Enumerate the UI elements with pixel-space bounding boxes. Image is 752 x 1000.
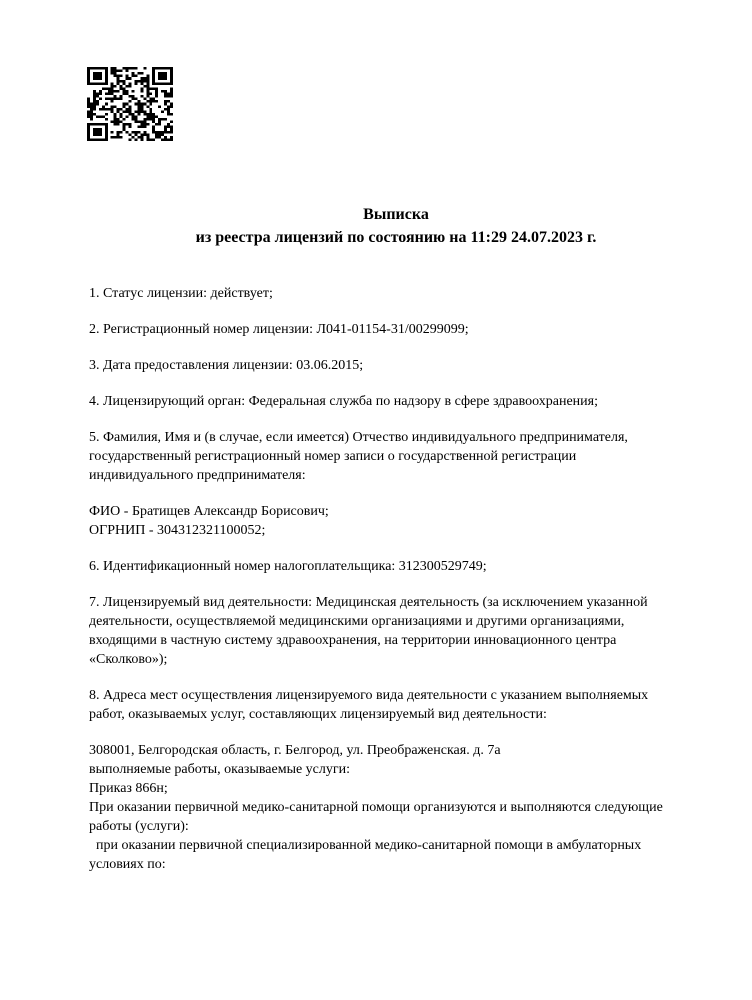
text-line: 6. Идентификационный номер налогоплательщика: 312300529749;	[89, 559, 487, 574]
text-line: условиях по:	[89, 857, 166, 872]
text-line: 2. Регистрационный номер лицензии: Л041-01154-31/00299099;	[89, 322, 469, 337]
qr-code	[87, 67, 173, 141]
text-line: деятельности, осуществляемой медицинскими организациями и другими организациями,	[89, 614, 625, 629]
paragraph	[89, 593, 709, 669]
text-line: работ, оказываемых услуг, составляющих лицензируемый вид деятельности:	[89, 707, 547, 722]
text-line: Приказ 866н;	[89, 781, 168, 796]
paragraph	[89, 320, 709, 339]
text-line: при оказании первичной специализированной медико-санитарной помощи в амбулаторных	[89, 838, 642, 853]
paragraph	[89, 392, 709, 411]
text-line: входящими в частную систему здравоохранения, на территории инновационного центра	[89, 633, 617, 648]
title-line-2: из реестра лицензий по состоянию на 11:29 24.07.2023 г.	[195, 229, 597, 246]
title-line-1: Выписка	[363, 206, 429, 223]
document-body	[89, 284, 709, 874]
document-title	[89, 203, 703, 249]
text-line: выполняемые работы, оказываемые услуги:	[89, 762, 351, 777]
text-line: ОГРНИП - 304312321100052;	[89, 523, 266, 538]
text-line: 7. Лицензируемый вид деятельности: Медицинская деятельность (за исключением указанной	[89, 595, 648, 610]
paragraph	[89, 502, 709, 540]
paragraph	[89, 284, 709, 303]
text-line: ФИО - Братищев Александр Борисович;	[89, 504, 329, 519]
text-line: 1. Статус лицензии: действует;	[89, 286, 273, 301]
text-line: 5. Фамилия, Имя и (в случае, если имеется) Отчество индивидуального предпринимателя,	[89, 430, 628, 445]
paragraph	[89, 686, 709, 724]
text-line: 8. Адреса мест осуществления лицензируемого вида деятельности с указанием выполняемых	[89, 688, 649, 703]
paragraph	[89, 741, 709, 874]
paragraph	[89, 557, 709, 576]
text-line: индивидуального предпринимателя:	[89, 468, 306, 483]
text-line: работы (услуги):	[89, 819, 189, 834]
text-line: 308001, Белгородская область, г. Белгород, ул. Преображенская. д. 7а	[89, 743, 501, 758]
paragraph	[89, 428, 709, 485]
text-line: «Сколково»);	[89, 652, 168, 667]
text-line: государственный регистрационный номер записи о государственной регистрации	[89, 449, 577, 464]
text-line: 4. Лицензирующий орган: Федеральная служба по надзору в сфере здравоохранения;	[89, 394, 598, 409]
text-line: 3. Дата предоставления лицензии: 03.06.2015;	[89, 358, 364, 373]
text-line: При оказании первичной медико-санитарной помощи организуются и выполняются следующие	[89, 800, 663, 815]
paragraph	[89, 356, 709, 375]
